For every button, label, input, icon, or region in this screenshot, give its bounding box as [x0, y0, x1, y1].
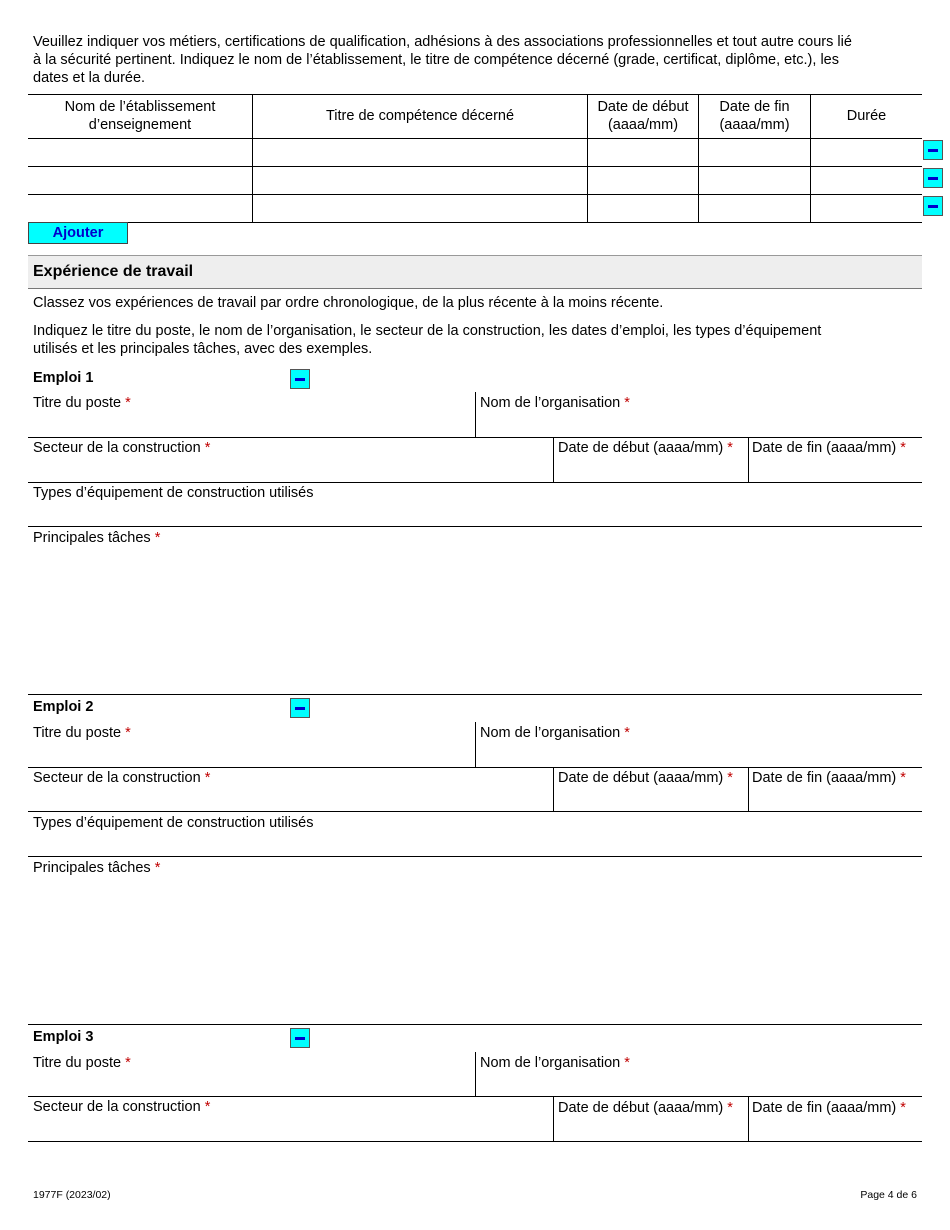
table-cell-end-date[interactable] [699, 195, 810, 222]
minus-icon [928, 177, 938, 180]
table-cell-institution[interactable] [28, 195, 252, 222]
remove-row-button[interactable] [923, 196, 943, 216]
org-name-label: Nom de l’organisation * [480, 725, 630, 741]
end-date-input[interactable] [749, 787, 922, 810]
section-instruction-1: Classez vos expériences de travail par ordre chronologique, de la plus récente à la moins récente. [33, 295, 664, 311]
remove-job-button[interactable] [290, 1028, 310, 1048]
intro-line-1: Veuillez indiquer vos métiers, certifications de qualification, adhésions à des associations professionnelles et tout autre cours lié [33, 34, 852, 50]
remove-row-button[interactable] [923, 140, 943, 160]
tasks-label: Principales tâches * [33, 530, 161, 546]
start-date-input[interactable] [554, 1117, 747, 1140]
end-date-input[interactable] [749, 457, 922, 481]
section-instruction-2a: Indiquez le titre du poste, le nom de l’organisation, le secteur de la construction, les dates d’emploi, les types d’équipement [33, 323, 822, 339]
job-title-input[interactable] [28, 412, 474, 436]
section-instruction-2b: utilisés et les principales tâches, avec des exemples. [33, 341, 373, 357]
equipment-input[interactable] [28, 502, 922, 526]
job-title-label: Titre du poste * [33, 1055, 131, 1071]
table-cell-institution[interactable] [28, 139, 252, 166]
start-date-label: Date de début (aaaa/mm) * [558, 770, 733, 786]
remove-job-button[interactable] [290, 369, 310, 389]
minus-icon [928, 205, 938, 208]
table-cell-end-date[interactable] [699, 167, 810, 194]
intro-line-2: à la sécurité pertinent. Indiquez le nom de l’établissement, le titre de compétence décerné (grade, certificat, diplôme, etc.), les [33, 52, 839, 68]
end-date-label: Date de fin (aaaa/mm) * [752, 770, 906, 786]
job-title-label: Titre du poste * [33, 395, 131, 411]
job-title-heading: Emploi 3 [33, 1029, 94, 1045]
remove-row-button[interactable] [923, 168, 943, 188]
form-id: 1977F (2023/02) [33, 1189, 111, 1201]
table-header-credential: Titre de compétence décerné [325, 108, 515, 124]
sector-input[interactable] [28, 1117, 552, 1140]
sector-label: Secteur de la construction * [33, 770, 211, 786]
tasks-input[interactable] [28, 878, 922, 1023]
section-title: Expérience de travail [33, 263, 194, 280]
table-header-start-date: Date de début (aaaa/mm) [597, 99, 689, 133]
org-name-input[interactable] [476, 412, 922, 436]
job-title-label: Titre du poste * [33, 725, 131, 741]
org-name-input[interactable] [476, 742, 922, 766]
minus-icon [295, 707, 305, 710]
table-cell-credential[interactable] [253, 195, 587, 222]
sector-input[interactable] [28, 787, 552, 810]
page-number: Page 4 de 6 [860, 1189, 917, 1201]
table-cell-credential[interactable] [253, 167, 587, 194]
end-date-input[interactable] [749, 1117, 922, 1140]
end-date-label: Date de fin (aaaa/mm) * [752, 440, 906, 456]
table-cell-end-date[interactable] [699, 139, 810, 166]
section-header [28, 255, 922, 289]
sector-label: Secteur de la construction * [33, 440, 211, 456]
start-date-input[interactable] [554, 787, 747, 810]
org-name-label: Nom de l’organisation * [480, 1055, 630, 1071]
start-date-input[interactable] [554, 457, 747, 481]
minus-icon [928, 149, 938, 152]
minus-icon [295, 1037, 305, 1040]
table-cell-start-date[interactable] [588, 139, 698, 166]
table-cell-duration[interactable] [811, 195, 922, 222]
table-cell-start-date[interactable] [588, 167, 698, 194]
org-name-label: Nom de l’organisation * [480, 395, 630, 411]
tasks-label: Principales tâches * [33, 860, 161, 876]
job-title-heading: Emploi 2 [33, 699, 94, 715]
equipment-label: Types d’équipement de construction utilisés [33, 815, 314, 831]
remove-job-button[interactable] [290, 698, 310, 718]
equipment-input[interactable] [28, 832, 922, 856]
org-name-input[interactable] [476, 1072, 922, 1095]
tasks-input[interactable] [28, 548, 922, 693]
job-title-input[interactable] [28, 1072, 474, 1095]
equipment-label: Types d’équipement de construction utilisés [33, 485, 314, 501]
table-cell-duration[interactable] [811, 167, 922, 194]
table-cell-credential[interactable] [253, 139, 587, 166]
sector-input[interactable] [28, 457, 552, 481]
add-row-button[interactable]: Ajouter [28, 222, 128, 244]
job-title-input[interactable] [28, 742, 474, 766]
table-header-institution: Nom de l’établissement d’enseignement [64, 99, 216, 133]
minus-icon [295, 378, 305, 381]
table-header-end-date: Date de fin (aaaa/mm) [719, 99, 790, 133]
table-cell-institution[interactable] [28, 167, 252, 194]
job-title-heading: Emploi 1 [33, 370, 94, 386]
intro-line-3: dates et la durée. [33, 70, 146, 86]
start-date-label: Date de début (aaaa/mm) * [558, 1100, 733, 1116]
end-date-label: Date de fin (aaaa/mm) * [752, 1100, 906, 1116]
table-cell-start-date[interactable] [588, 195, 698, 222]
table-cell-duration[interactable] [811, 139, 922, 166]
table-header-duration: Durée [846, 108, 887, 124]
start-date-label: Date de début (aaaa/mm) * [558, 440, 733, 456]
sector-label: Secteur de la construction * [33, 1099, 211, 1115]
